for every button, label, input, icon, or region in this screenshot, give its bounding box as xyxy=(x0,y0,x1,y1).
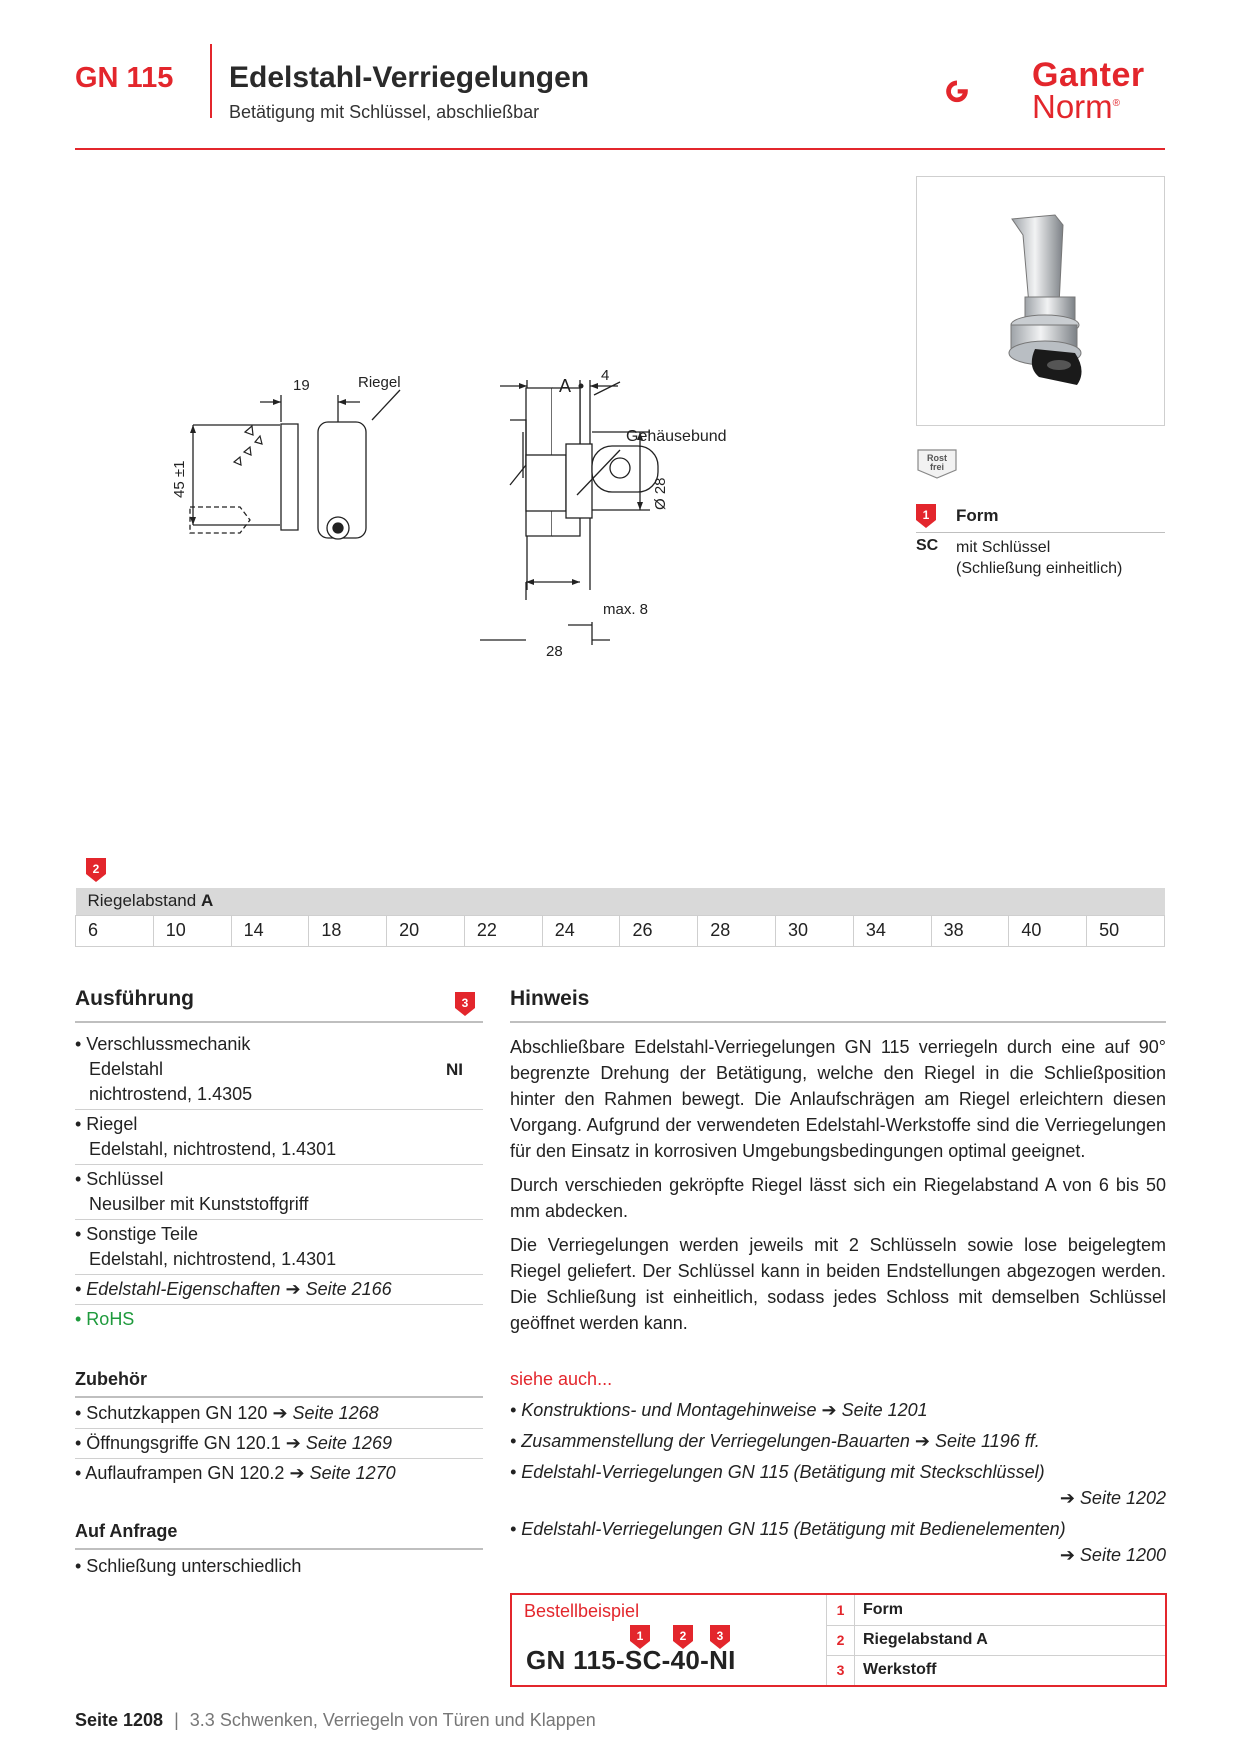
edelstahl-link[interactable]: • Edelstahl-Eigenschaften ➔ Seite 2166 xyxy=(75,1275,483,1305)
logo-word-ganter: Ganter xyxy=(1032,56,1145,94)
list-item[interactable]: • Schutzkappen GN 120 ➔ Seite 1268 xyxy=(75,1399,483,1429)
bestellbeispiel-label: Bestellbeispiel xyxy=(524,1601,640,1621)
ausfuehrung-list xyxy=(75,1030,483,1334)
svg-text:3: 3 xyxy=(716,1629,724,1643)
rohs-label: • RoHS xyxy=(75,1309,135,1329)
header-divider xyxy=(210,44,212,118)
list-item: • Schließung unterschiedlich xyxy=(75,1556,302,1576)
svg-text:3: 3 xyxy=(461,996,469,1010)
product-code: GN 115 xyxy=(75,62,174,94)
anfrage-heading: Auf Anfrage xyxy=(75,1521,178,1541)
see-link[interactable]: • Edelstahl-Verriegelungen GN 115 (Betätigung mit Bedienelementen) xyxy=(510,1519,1066,1539)
order-legend-table xyxy=(826,1595,1165,1685)
table-row: 3 Werkstoff xyxy=(827,1655,1166,1685)
ausfuehrung-rule xyxy=(75,1021,483,1023)
rostfrei-icon xyxy=(916,446,958,480)
arrow-right-icon: ➔ xyxy=(272,1403,288,1423)
table-cell: 22 xyxy=(464,915,542,946)
table-cell: 10 xyxy=(153,915,231,946)
arrow-right-icon: ➔ xyxy=(285,1433,301,1453)
label-a: A xyxy=(559,376,572,396)
page-footer xyxy=(75,1710,596,1731)
table-cell: 26 xyxy=(620,915,698,946)
logo-word-norm: Norm® xyxy=(1032,88,1121,125)
table-cell: 30 xyxy=(776,915,854,946)
table-cell: 6 xyxy=(76,915,154,946)
list-item: • Schlüssel Neusilber mit Kunststoffgriff xyxy=(75,1165,483,1220)
form-description: mit Schlüssel (Schließung einheitlich) xyxy=(956,539,1123,577)
label-riegel: Riegel xyxy=(358,374,401,391)
ausfuehrung-heading: Ausführung xyxy=(75,987,194,1010)
table-row: 2 Riegelabstand A xyxy=(827,1625,1166,1655)
arrow-right-icon: ➔ xyxy=(1059,1488,1075,1508)
form-rule xyxy=(916,532,1165,533)
zubehoer-list xyxy=(75,1399,483,1488)
list-item: • Verschlussmechanik Edelstahl nichtrostend, 1.4305 NI xyxy=(75,1030,483,1110)
see-link[interactable]: • Zusammenstellung der Verriegelungen-Bauarten ➔ Seite 1196 ff. xyxy=(510,1431,1040,1451)
order-code: GN 115-SC-40-NI xyxy=(526,1645,736,1675)
table-cell: 50 xyxy=(1087,915,1165,946)
svg-text:2: 2 xyxy=(92,862,100,876)
table-cell: 14 xyxy=(231,915,309,946)
see-link[interactable]: • Edelstahl-Verriegelungen GN 115 (Betätigung mit Steckschlüssel) xyxy=(510,1462,1045,1482)
ausfuehrung-badge xyxy=(455,992,475,1021)
ganter-logo-icon xyxy=(944,56,1024,126)
svg-text:2: 2 xyxy=(679,1629,687,1643)
hinweis-paragraph: Durch verschieden gekröpfte Riegel lässt sich ein Riegelabstand A von 6 bis 50 mm abdecken. xyxy=(510,1175,1166,1221)
arrow-right-icon: ➔ xyxy=(289,1463,305,1483)
arrow-right-icon: ➔ xyxy=(821,1400,837,1420)
latch-photo-icon xyxy=(917,177,1166,427)
arrow-right-icon: ➔ xyxy=(285,1279,301,1299)
dim-19: 19 xyxy=(293,377,310,394)
footer-separator: | xyxy=(174,1710,179,1730)
table-cell: 28 xyxy=(698,915,776,946)
riegelabstand-table xyxy=(75,888,1165,947)
form-badge xyxy=(916,504,936,533)
anfrage-list xyxy=(75,1552,483,1581)
svg-text:1: 1 xyxy=(922,508,930,522)
hinweis-paragraph: Abschließbare Edelstahl-Verriegelungen GN 115 verriegeln durch eine auf 90° begrenzte Drehung der Betätigung, welche den Riegel in die Schließposition hinter den Rahmen bewegt. Die Anlaufschrägen am Riegel erleichtern diesen Vorgang. Aufgrund der verwendeten Edelstahl-Werkstoffe sind die Verriegelungen für den Einsatz in korrosiven Umgebungsbedingungen optimal geeignet. xyxy=(510,1037,1166,1161)
list-item: • Riegel Edelstahl, nichtrostend, 1.4301 xyxy=(75,1110,483,1165)
dim-28: 28 xyxy=(546,643,563,660)
product-photo xyxy=(916,176,1165,426)
riegelabstand-header: Riegelabstand A xyxy=(76,888,1165,915)
list-item[interactable]: • Auflauframpen GN 120.2 ➔ Seite 1270 xyxy=(75,1463,396,1483)
header-rule xyxy=(75,148,1165,150)
rostfrei-badge xyxy=(916,446,958,485)
table-row: 1 Form xyxy=(827,1595,1166,1625)
table-cell: 20 xyxy=(387,915,465,946)
page-number: Seite 1208 xyxy=(75,1710,164,1730)
dim-45: 45 ±1 xyxy=(171,460,188,498)
svg-text:1: 1 xyxy=(636,1629,644,1643)
hinweis-heading: Hinweis xyxy=(510,987,590,1010)
dim-max8: max. 8 xyxy=(603,601,649,618)
label-gehaeusebund: Gehäusebund xyxy=(626,428,727,445)
zubehoer-rule xyxy=(75,1396,483,1398)
form-code: SC xyxy=(916,537,939,554)
page-title: Edelstahl-Verriegelungen xyxy=(229,61,590,94)
material-tag: NI xyxy=(446,1060,463,1079)
list-item: • Sonstige Teile Edelstahl, nichtrostend, 1.4301 xyxy=(75,1220,483,1275)
hinweis-rule xyxy=(510,1021,1166,1023)
dim-4: 4 xyxy=(601,367,610,384)
technical-drawing xyxy=(171,360,820,680)
siehe-auch-heading: siehe auch... xyxy=(510,1369,613,1389)
see-link-page[interactable]: ➔ Seite 1202 xyxy=(1059,1488,1166,1508)
table-cell: 34 xyxy=(853,915,931,946)
chapter-title: 3.3 Schwenken, Verriegeln von Türen und Klappen xyxy=(189,1710,596,1730)
table-cell: 18 xyxy=(309,915,387,946)
see-link-page[interactable]: ➔ Seite 1200 xyxy=(1059,1545,1166,1565)
arrow-right-icon: ➔ xyxy=(1059,1545,1075,1565)
siehe-auch xyxy=(510,1366,1166,1568)
anfrage-rule xyxy=(75,1548,483,1550)
page-subtitle: Betätigung mit Schlüssel, abschließbar xyxy=(229,102,540,122)
hinweis-paragraph: Die Verriegelungen werden jeweils mit 2 Schlüsseln sowie lose beigelegtem Riegel geliefert. Der Schlüssel kann in beiden Endstellungen abgezogen werden. Die Schließung ist einheitlich, sodass jedes Schloss mit demselben Schlüssel geöffnet werden kann. xyxy=(510,1235,1166,1333)
form-heading: Form xyxy=(956,506,999,525)
table-cell: 38 xyxy=(931,915,1009,946)
list-item[interactable]: • Öffnungsgriffe GN 120.1 ➔ Seite 1269 xyxy=(75,1429,483,1459)
see-link[interactable]: • Konstruktions- und Montagehinweise ➔ Seite 1201 xyxy=(510,1400,928,1420)
zubehoer-heading: Zubehör xyxy=(75,1369,147,1389)
riegelabstand-badge xyxy=(86,858,106,887)
table-cell: 24 xyxy=(542,915,620,946)
svg-text:frei: frei xyxy=(929,462,945,472)
arrow-right-icon: ➔ xyxy=(914,1431,930,1451)
hinweis-text xyxy=(510,1034,1166,1344)
bestellbeispiel-box xyxy=(510,1593,1167,1687)
dim-d28: Ø 28 xyxy=(652,477,669,510)
table-cell: 40 xyxy=(1009,915,1087,946)
svg-text:Rost: Rost xyxy=(927,453,947,463)
